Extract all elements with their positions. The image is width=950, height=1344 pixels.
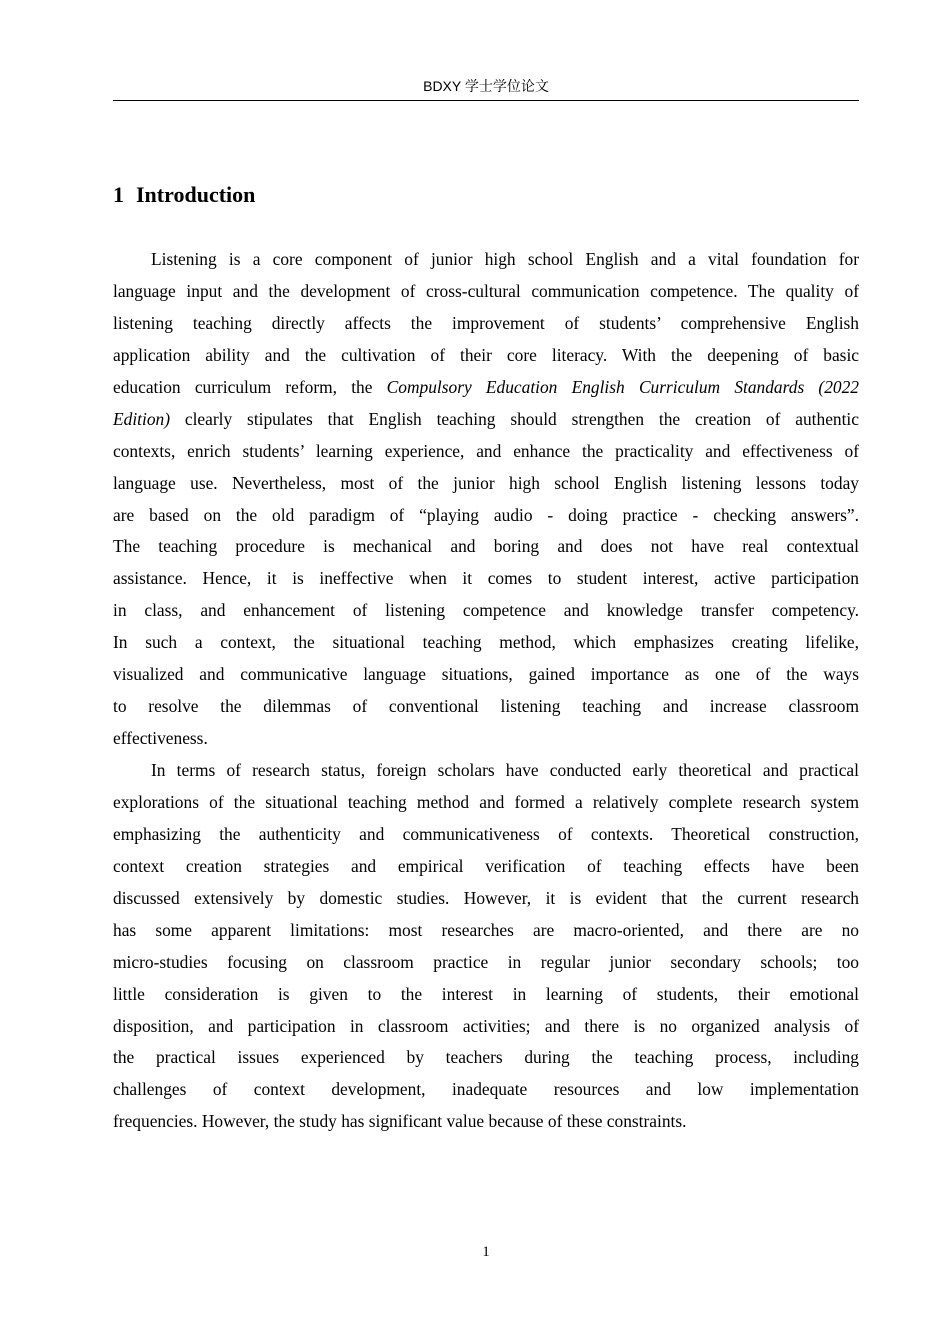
section-title: Introduction — [136, 182, 256, 207]
paragraph-line: to resolve the dilemmas of conventional listening teaching and increase classroom — [113, 696, 859, 717]
section-number: 1 — [113, 182, 124, 207]
paragraph-line: Listening is a core component of junior high school English and a vital foundation for — [151, 249, 859, 269]
paragraph-line: listening teaching directly affects the improvement of students’ comprehensive English — [113, 312, 859, 333]
paragraph-line: language use. Nevertheless, most of the junior high school English listening lessons today — [113, 472, 859, 493]
header-rule — [113, 100, 859, 101]
paragraph-line: frequencies. However, the study has significant value because of these constraints. — [113, 1111, 687, 1132]
paragraph-line: micro-studies focusing on classroom practice in regular junior secondary schools; too — [113, 951, 859, 972]
paragraph-line: assistance. Hence, it is ineffective when it comes to student interest, active participation — [113, 568, 859, 589]
paragraph-line: In terms of research status, foreign scholars have conducted early theoretical and practical — [151, 760, 859, 780]
paragraph-1 — [113, 244, 859, 755]
paragraph-line — [113, 404, 859, 436]
paragraph-line: application ability and the cultivation of their core literacy. With the deepening of basic — [113, 344, 859, 365]
paragraph-line: in class, and enhancement of listening competence and knowledge transfer competency. — [113, 600, 859, 621]
paragraph-line: little consideration is given to the interest in learning of students, their emotional — [113, 983, 859, 1004]
paragraph-line: language input and the development of cross-cultural communication competence. The quality of — [113, 280, 859, 301]
paragraph-line: the practical issues experienced by teachers during the teaching process, including — [113, 1047, 859, 1068]
paragraph-line — [113, 372, 859, 404]
paragraph-line: contexts, enrich students’ learning experience, and enhance the practicality and effectiveness of — [113, 440, 859, 461]
paragraph-line: challenges of context development, inadequate resources and low implementation — [113, 1079, 859, 1100]
paragraph-text: education curriculum reform, the — [113, 376, 387, 397]
paragraph-line: explorations of the situational teaching method and formed a relatively complete research system — [113, 791, 859, 812]
paragraph-line: emphasizing the authenticity and communicativeness of contexts. Theoretical construction, — [113, 823, 859, 844]
paragraph-line: effectiveness. — [113, 728, 208, 749]
running-header: BDXY 学士学位论文 — [423, 78, 549, 94]
paragraph-line: In such a context, the situational teaching method, which emphasizes creating lifelike, — [113, 632, 859, 653]
paragraph-line: has some apparent limitations: most researches are macro-oriented, and there are no — [113, 919, 859, 940]
section-heading — [113, 181, 255, 209]
paragraph-line: disposition, and participation in classroom activities; and there is no organized analysis of — [113, 1015, 859, 1036]
paragraph-line: context creation strategies and empirical verification of teaching effects have been — [113, 855, 859, 876]
paragraph-line: are based on the old paradigm of “playing audio - doing practice - checking answers”. — [113, 504, 859, 525]
paragraph-text: clearly stipulates that English teaching should strengthen the creation of authentic — [170, 408, 859, 429]
paragraph-2 — [113, 755, 859, 1138]
paragraph-line: visualized and communicative language situations, gained importance as one of the ways — [113, 664, 859, 685]
page-number: 1 — [482, 1244, 490, 1260]
paragraph-line: discussed extensively by domestic studies. However, it is evident that the current research — [113, 887, 859, 908]
standards-title-italic: Edition) — [113, 408, 170, 429]
standards-title-italic: Compulsory Education English Curriculum Standards (2022 — [386, 376, 859, 397]
paragraph-line: The teaching procedure is mechanical and boring and does not have real contextual — [113, 536, 859, 557]
